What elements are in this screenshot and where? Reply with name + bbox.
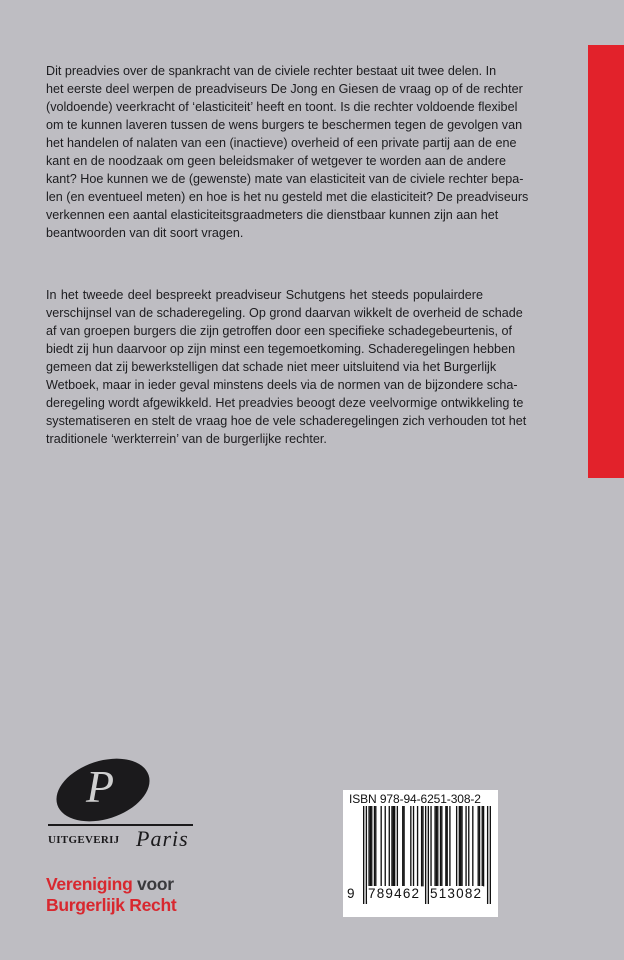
barcode-bar — [465, 806, 466, 886]
text-line: verkennen een aantal elasticiteitsgraadmeters die dienstbaar kunnen zijn aan het — [46, 208, 499, 222]
barcode-right-digits: 513082 — [430, 886, 483, 901]
text-line: Wetboek, maar in ieder geval minstens deels via de normen van de bijzondere scha- — [46, 378, 518, 392]
barcode-bar — [445, 806, 446, 886]
barcode-bar — [391, 806, 392, 886]
barcode-bar — [441, 806, 442, 886]
text-line: gemeen dat zij bewerkstelligen dat schade niet meer uitsluitend via het Burgerlijk — [46, 360, 497, 374]
text-line: het handelen of nalaten van een (inactieve) overheid of een private partij aan de ene — [46, 136, 517, 150]
barcode-bar — [456, 806, 457, 886]
barcode-bar — [422, 806, 423, 886]
text-line: In het tweede deel bespreekt preadviseur Schutgens het steeds populairdere — [46, 288, 483, 302]
blurb-paragraph-2 — [46, 286, 527, 448]
barcode-bar — [472, 806, 473, 886]
barcode-bar — [459, 806, 460, 886]
barcode-bar — [487, 806, 488, 904]
association-logo — [46, 874, 176, 916]
text-line: biedt zij hun daarvoor op zijn minst een tegemoetkoming. Schaderegelingen hebben — [46, 342, 516, 356]
publisher-name: Paris — [136, 826, 189, 851]
barcode-bar — [434, 806, 435, 886]
barcode-bar — [374, 806, 375, 886]
barcode-bar — [410, 806, 411, 886]
isbn-label: ISBN 978-94-6251-308-2 — [349, 792, 481, 806]
blurb-paragraph-1 — [46, 62, 529, 242]
barcode-bar — [440, 806, 441, 886]
barcode-bar — [461, 806, 462, 886]
barcode-bar — [460, 806, 461, 886]
text-line: af van groepen burgers die zijn getroffen door een specifieke schadegebeurtenis, of — [46, 324, 513, 338]
barcode-bar — [403, 806, 404, 886]
barcode-bar — [447, 806, 448, 886]
barcode-bar — [363, 806, 364, 904]
barcode-bar — [368, 806, 369, 886]
text-line: traditionele ‘werkterrein’ van de burgerlijke rechter. — [46, 432, 327, 446]
barcode-first-digit: 9 — [347, 886, 356, 901]
barcode-bar — [482, 806, 483, 886]
text-line: systematiseren en stelt de vraag hoe de vele schaderegelingen zich verhouden tot het — [46, 414, 527, 428]
barcode-bar — [402, 806, 403, 886]
barcode-bar — [389, 806, 390, 886]
association-word-2: voor — [137, 874, 174, 894]
text-line: Dit preadvies over de spankracht van de civiele rechter bestaat uit twee delen. In — [46, 64, 497, 78]
barcode-bar — [381, 806, 382, 886]
barcode-bar — [370, 806, 371, 886]
barcode-bar — [468, 806, 469, 886]
barcode-bar — [394, 806, 395, 886]
barcode-bar — [375, 806, 376, 886]
barcode-bar — [413, 806, 414, 886]
barcode-bar — [430, 806, 431, 886]
logo-letter: P — [86, 761, 115, 812]
text-line: om te kunnen laveren tussen de wens burgers te beschermen tegen de gevolgen van — [46, 118, 523, 132]
barcode-bar — [371, 806, 372, 886]
isbn-barcode — [343, 790, 498, 917]
text-line: kant? Hoe kunnen we de (gewenste) mate van elasticiteit van de civiele rechter bepa- — [46, 172, 524, 186]
barcode-bar — [436, 806, 437, 886]
text-line: deregeling wordt afgewikkeld. Het preadvies beoogt deze veelvormige ontwikkeling te — [46, 396, 524, 410]
barcode-bar — [385, 806, 386, 886]
text-line: (voldoende) veerkracht of ‘elasticiteit’ heeft en toont. Is die rechter voldoende flexibel — [46, 100, 518, 114]
barcode-bar — [425, 806, 426, 904]
barcode-bar — [437, 806, 438, 886]
text-line: len (en eventueel meten) en hoe is het nu gesteld met die elasticiteit? De preadviseurs — [46, 190, 529, 204]
barcode-bar — [421, 806, 422, 886]
text-line: kant en de noodzaak om geen beleidsmaker of wetgever te worden aan de andere — [46, 154, 506, 168]
barcode-bar — [393, 806, 394, 886]
red-accent-bar — [588, 45, 624, 478]
barcode-bar — [483, 806, 484, 886]
barcode-bar — [479, 806, 480, 886]
association-word-1: Vereniging — [46, 874, 133, 894]
barcode-left-digits: 789462 — [368, 886, 421, 901]
text-line: verschijnsel van de schaderegeling. Op grond daarvan wikkelt de overheid de schade — [46, 306, 523, 320]
barcode-bar — [417, 806, 418, 886]
text-line: het eerste deel werpen de preadviseurs De Jong en Giesen de vraag op of de rechter — [46, 82, 523, 96]
barcode-bar — [397, 806, 398, 886]
publisher-prefix: UITGEVERIJ — [48, 834, 120, 846]
barcode-bar — [490, 806, 491, 904]
association-line-2: Burgerlijk Recht — [46, 895, 177, 915]
text-line: beantwoorden van dit soort vragen. — [46, 226, 244, 240]
barcode-bar — [478, 806, 479, 886]
barcode-bar — [449, 806, 450, 886]
